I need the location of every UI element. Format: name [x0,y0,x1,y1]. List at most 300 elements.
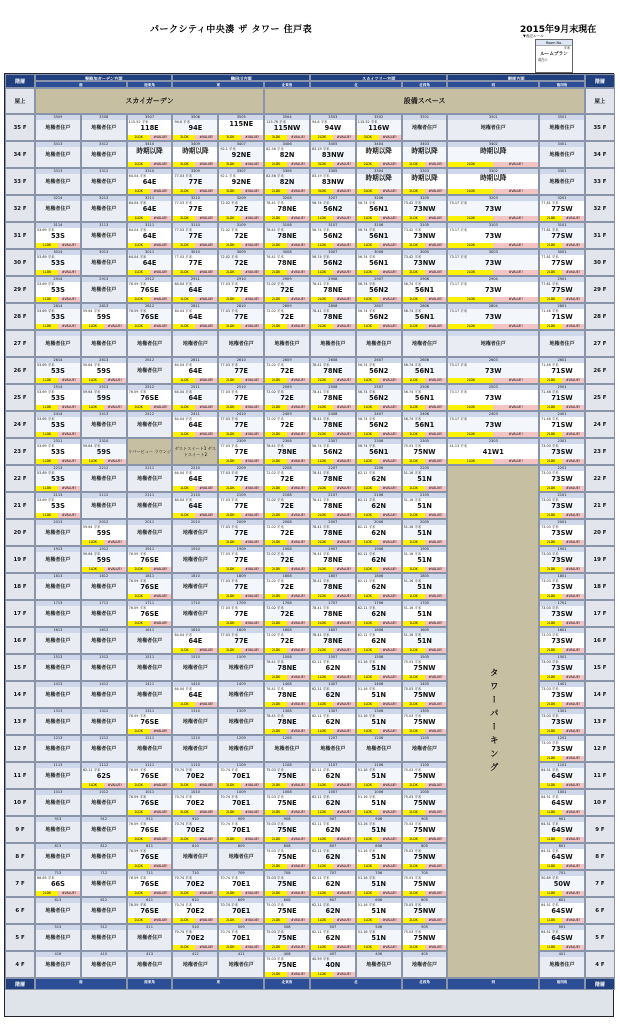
owner-unit[interactable] [35,762,81,789]
unit-cell[interactable] [218,897,264,924]
unit-cell[interactable] [172,870,218,897]
owner-unit[interactable] [402,735,448,762]
owner-unit[interactable] [447,330,539,357]
unit-cell[interactable] [218,222,264,249]
unit-cell[interactable] [310,276,356,303]
owner-unit[interactable] [539,141,585,168]
owner-unit[interactable] [218,843,264,870]
unit-cell[interactable] [447,222,539,249]
unit-cell[interactable] [310,897,356,924]
unit-cell[interactable] [127,816,173,843]
unit-cell[interactable] [218,276,264,303]
unit-cell[interactable] [402,411,448,438]
unit-cell[interactable] [264,357,310,384]
unit-cell[interactable] [539,924,585,951]
unit-cell[interactable] [356,762,402,789]
unit-cell[interactable] [539,600,585,627]
owner-unit[interactable] [35,681,81,708]
unit-cell[interactable] [264,276,310,303]
unit-cell[interactable] [539,357,585,384]
unit-cell[interactable] [264,546,310,573]
unit-cell[interactable] [218,762,264,789]
unit-cell[interactable] [539,789,585,816]
unit-cell[interactable] [402,654,448,681]
unit-cell[interactable] [127,897,173,924]
owner-unit[interactable] [81,249,127,276]
unit-cell[interactable] [264,249,310,276]
unit-cell[interactable] [81,762,127,789]
unit-cell[interactable] [172,303,218,330]
unit-cell[interactable] [356,141,402,168]
owner-unit[interactable] [127,519,173,546]
owner-unit[interactable] [35,600,81,627]
unit-cell[interactable] [356,573,402,600]
unit-cell[interactable] [218,573,264,600]
unit-cell[interactable] [539,843,585,870]
unit-cell[interactable] [310,789,356,816]
unit-cell[interactable] [356,411,402,438]
owner-unit[interactable] [81,141,127,168]
owner-unit[interactable] [35,519,81,546]
owner-unit[interactable] [218,951,264,978]
owner-unit[interactable] [172,330,218,357]
unit-cell[interactable] [402,897,448,924]
unit-cell[interactable] [172,384,218,411]
unit-cell[interactable] [356,897,402,924]
owner-unit[interactable] [264,330,310,357]
unit-cell[interactable] [35,276,81,303]
unit-cell[interactable] [402,492,448,519]
unit-cell[interactable] [356,303,402,330]
unit-cell[interactable] [264,222,310,249]
unit-cell[interactable] [264,303,310,330]
unit-cell[interactable] [218,492,264,519]
unit-cell[interactable] [402,600,448,627]
unit-cell[interactable] [310,654,356,681]
unit-cell[interactable] [356,708,402,735]
unit-cell[interactable] [356,357,402,384]
unit-cell[interactable] [218,600,264,627]
unit-cell[interactable] [264,141,310,168]
unit-cell[interactable] [172,627,218,654]
unit-cell[interactable] [310,249,356,276]
unit-cell[interactable] [310,303,356,330]
unit-cell[interactable] [172,816,218,843]
unit-cell[interactable] [356,789,402,816]
owner-unit[interactable] [35,654,81,681]
unit-cell[interactable] [127,141,173,168]
unit-cell[interactable] [447,249,539,276]
unit-cell[interactable] [35,249,81,276]
river-lounge[interactable]: リバービュー ラウンジ [127,438,173,465]
unit-cell[interactable] [264,411,310,438]
unit-cell[interactable] [356,816,402,843]
owner-unit[interactable] [35,330,81,357]
owner-unit[interactable] [81,654,127,681]
owner-unit[interactable] [218,654,264,681]
owner-unit[interactable] [81,465,127,492]
unit-cell[interactable] [539,897,585,924]
owner-unit[interactable] [35,573,81,600]
unit-cell[interactable] [447,276,539,303]
owner-unit[interactable] [81,276,127,303]
owner-unit[interactable] [127,357,173,384]
owner-unit[interactable] [447,114,539,141]
owner-unit[interactable] [35,141,81,168]
owner-unit[interactable] [35,546,81,573]
unit-cell[interactable] [264,762,310,789]
owner-unit[interactable] [35,897,81,924]
owner-unit[interactable] [81,870,127,897]
unit-cell[interactable] [310,168,356,195]
owner-unit[interactable] [172,654,218,681]
unit-cell[interactable] [310,519,356,546]
unit-cell[interactable] [264,519,310,546]
unit-cell[interactable] [447,141,539,168]
owner-unit[interactable] [81,492,127,519]
unit-cell[interactable] [218,789,264,816]
owner-unit[interactable] [81,573,127,600]
unit-cell[interactable] [539,438,585,465]
unit-cell[interactable] [539,708,585,735]
unit-cell[interactable] [35,465,81,492]
owner-unit[interactable] [127,330,173,357]
unit-cell[interactable] [127,870,173,897]
owner-unit[interactable] [539,330,585,357]
unit-cell[interactable] [218,195,264,222]
unit-cell[interactable] [127,789,173,816]
owner-unit[interactable] [539,114,585,141]
unit-cell[interactable] [402,870,448,897]
unit-cell[interactable] [264,195,310,222]
owner-unit[interactable] [81,789,127,816]
unit-cell[interactable] [356,222,402,249]
unit-cell[interactable] [264,681,310,708]
unit-cell[interactable] [539,411,585,438]
unit-cell[interactable] [81,546,127,573]
unit-cell[interactable] [264,951,310,978]
unit-cell[interactable] [402,222,448,249]
unit-cell[interactable] [264,870,310,897]
unit-cell[interactable] [356,276,402,303]
unit-cell[interactable] [539,222,585,249]
unit-cell[interactable] [264,816,310,843]
unit-cell[interactable] [310,384,356,411]
unit-cell[interactable] [81,303,127,330]
unit-cell[interactable] [81,357,127,384]
unit-cell[interactable] [402,762,448,789]
owner-unit[interactable] [218,708,264,735]
unit-cell[interactable] [402,924,448,951]
unit-cell[interactable] [172,411,218,438]
unit-cell[interactable] [356,114,402,141]
unit-cell[interactable] [127,114,173,141]
unit-cell[interactable] [539,195,585,222]
unit-cell[interactable] [127,303,173,330]
unit-cell[interactable] [172,897,218,924]
unit-cell[interactable] [402,708,448,735]
unit-cell[interactable] [447,303,539,330]
unit-cell[interactable] [218,627,264,654]
owner-unit[interactable] [81,708,127,735]
unit-cell[interactable] [172,465,218,492]
owner-unit[interactable] [172,708,218,735]
unit-cell[interactable] [356,870,402,897]
unit-cell[interactable] [310,222,356,249]
unit-cell[interactable] [402,438,448,465]
unit-cell[interactable] [127,195,173,222]
unit-cell[interactable] [310,195,356,222]
unit-cell[interactable] [402,789,448,816]
unit-cell[interactable] [264,168,310,195]
unit-cell[interactable] [356,492,402,519]
unit-cell[interactable] [127,249,173,276]
unit-cell[interactable] [35,222,81,249]
unit-cell[interactable] [172,249,218,276]
unit-cell[interactable] [264,600,310,627]
unit-cell[interactable] [539,816,585,843]
unit-cell[interactable] [172,222,218,249]
owner-unit[interactable] [81,843,127,870]
owner-unit[interactable] [172,735,218,762]
owner-unit[interactable] [81,681,127,708]
owner-unit[interactable] [35,843,81,870]
unit-cell[interactable] [310,762,356,789]
unit-cell[interactable] [402,357,448,384]
unit-cell[interactable] [356,519,402,546]
unit-cell[interactable] [218,114,264,141]
unit-cell[interactable] [172,276,218,303]
unit-cell[interactable] [127,843,173,870]
unit-cell[interactable] [402,816,448,843]
owner-unit[interactable] [35,114,81,141]
owner-unit[interactable] [127,735,173,762]
owner-unit[interactable] [127,951,173,978]
owner-unit[interactable] [539,168,585,195]
unit-cell[interactable] [172,681,218,708]
owner-unit[interactable] [81,168,127,195]
owner-unit[interactable] [35,735,81,762]
unit-cell[interactable] [310,546,356,573]
unit-cell[interactable] [127,762,173,789]
unit-cell[interactable] [539,519,585,546]
owner-unit[interactable] [127,627,173,654]
unit-cell[interactable] [264,843,310,870]
owner-unit[interactable] [81,897,127,924]
unit-cell[interactable] [127,600,173,627]
unit-cell[interactable] [310,627,356,654]
unit-cell[interactable] [127,276,173,303]
owner-unit[interactable] [35,708,81,735]
owner-unit[interactable] [35,924,81,951]
owner-unit[interactable] [172,519,218,546]
unit-cell[interactable] [218,168,264,195]
unit-cell[interactable] [447,195,539,222]
unit-cell[interactable] [127,384,173,411]
owner-unit[interactable] [264,735,310,762]
owner-unit[interactable] [218,330,264,357]
unit-cell[interactable] [81,438,127,465]
unit-cell[interactable] [264,438,310,465]
unit-cell[interactable] [35,384,81,411]
unit-cell[interactable] [310,924,356,951]
unit-cell[interactable] [539,492,585,519]
unit-cell[interactable] [310,708,356,735]
unit-cell[interactable] [264,573,310,600]
unit-cell[interactable] [539,870,585,897]
unit-cell[interactable] [264,114,310,141]
unit-cell[interactable] [218,357,264,384]
guest-suite[interactable]: ゲストスイート1 ゲストスイート2 [172,438,218,465]
unit-cell[interactable] [310,681,356,708]
unit-cell[interactable] [218,924,264,951]
unit-cell[interactable] [218,411,264,438]
owner-unit[interactable] [81,411,127,438]
unit-cell[interactable] [402,249,448,276]
unit-cell[interactable] [172,114,218,141]
unit-cell[interactable] [218,249,264,276]
unit-cell[interactable] [539,735,585,762]
unit-cell[interactable] [539,762,585,789]
unit-cell[interactable] [310,951,356,978]
unit-cell[interactable] [539,681,585,708]
unit-cell[interactable] [172,924,218,951]
unit-cell[interactable] [218,141,264,168]
unit-cell[interactable] [402,303,448,330]
owner-unit[interactable] [310,330,356,357]
unit-cell[interactable] [35,492,81,519]
unit-cell[interactable] [356,195,402,222]
unit-cell[interactable] [310,843,356,870]
owner-unit[interactable] [127,924,173,951]
owner-unit[interactable] [402,330,448,357]
owner-unit[interactable] [81,114,127,141]
unit-cell[interactable] [402,573,448,600]
owner-unit[interactable] [35,627,81,654]
owner-unit[interactable] [218,735,264,762]
unit-cell[interactable] [218,384,264,411]
unit-cell[interactable] [356,384,402,411]
unit-cell[interactable] [172,492,218,519]
unit-cell[interactable] [127,708,173,735]
owner-unit[interactable] [35,951,81,978]
unit-cell[interactable] [310,114,356,141]
unit-cell[interactable] [35,357,81,384]
owner-unit[interactable] [81,330,127,357]
owner-unit[interactable] [81,222,127,249]
owner-unit[interactable] [172,573,218,600]
unit-cell[interactable] [402,681,448,708]
unit-cell[interactable] [310,600,356,627]
owner-unit[interactable] [35,816,81,843]
unit-cell[interactable] [356,924,402,951]
unit-cell[interactable] [310,492,356,519]
unit-cell[interactable] [35,870,81,897]
unit-cell[interactable] [310,573,356,600]
unit-cell[interactable] [218,303,264,330]
owner-unit[interactable] [35,168,81,195]
owner-unit[interactable] [81,627,127,654]
unit-cell[interactable] [172,789,218,816]
owner-unit[interactable] [172,600,218,627]
owner-unit[interactable] [35,195,81,222]
unit-cell[interactable] [218,816,264,843]
unit-cell[interactable] [447,357,539,384]
unit-cell[interactable] [447,411,539,438]
unit-cell[interactable] [402,546,448,573]
unit-cell[interactable] [402,627,448,654]
unit-cell[interactable] [310,357,356,384]
unit-cell[interactable] [264,789,310,816]
unit-cell[interactable] [310,411,356,438]
owner-unit[interactable] [81,600,127,627]
unit-cell[interactable] [172,168,218,195]
owner-unit[interactable] [310,735,356,762]
unit-cell[interactable] [356,600,402,627]
unit-cell[interactable] [310,816,356,843]
unit-cell[interactable] [539,654,585,681]
unit-cell[interactable] [402,141,448,168]
unit-cell[interactable] [356,438,402,465]
unit-cell[interactable] [264,924,310,951]
unit-cell[interactable] [356,681,402,708]
owner-unit[interactable] [172,546,218,573]
unit-cell[interactable] [356,627,402,654]
unit-cell[interactable] [127,573,173,600]
owner-unit[interactable] [356,330,402,357]
owner-unit[interactable] [127,492,173,519]
unit-cell[interactable] [35,438,81,465]
owner-unit[interactable] [172,951,218,978]
unit-cell[interactable] [356,168,402,195]
unit-cell[interactable] [264,627,310,654]
unit-cell[interactable] [264,654,310,681]
unit-cell[interactable] [402,168,448,195]
owner-unit[interactable] [81,951,127,978]
owner-unit[interactable] [172,843,218,870]
owner-unit[interactable] [127,465,173,492]
unit-cell[interactable] [35,411,81,438]
unit-cell[interactable] [218,870,264,897]
unit-cell[interactable] [539,546,585,573]
unit-cell[interactable] [127,168,173,195]
unit-cell[interactable] [310,141,356,168]
unit-cell[interactable] [310,438,356,465]
unit-cell[interactable] [447,438,539,465]
unit-cell[interactable] [218,438,264,465]
owner-unit[interactable] [356,951,402,978]
unit-cell[interactable] [356,546,402,573]
unit-cell[interactable] [310,465,356,492]
owner-unit[interactable] [81,735,127,762]
unit-cell[interactable] [539,249,585,276]
unit-cell[interactable] [356,465,402,492]
owner-unit[interactable] [539,951,585,978]
owner-unit[interactable] [81,816,127,843]
unit-cell[interactable] [218,465,264,492]
owner-unit[interactable] [81,924,127,951]
unit-cell[interactable] [447,168,539,195]
unit-cell[interactable] [172,141,218,168]
unit-cell[interactable] [539,384,585,411]
unit-cell[interactable] [539,276,585,303]
unit-cell[interactable] [539,465,585,492]
unit-cell[interactable] [264,708,310,735]
unit-cell[interactable] [402,276,448,303]
unit-cell[interactable] [402,384,448,411]
unit-cell[interactable] [264,465,310,492]
unit-cell[interactable] [402,195,448,222]
